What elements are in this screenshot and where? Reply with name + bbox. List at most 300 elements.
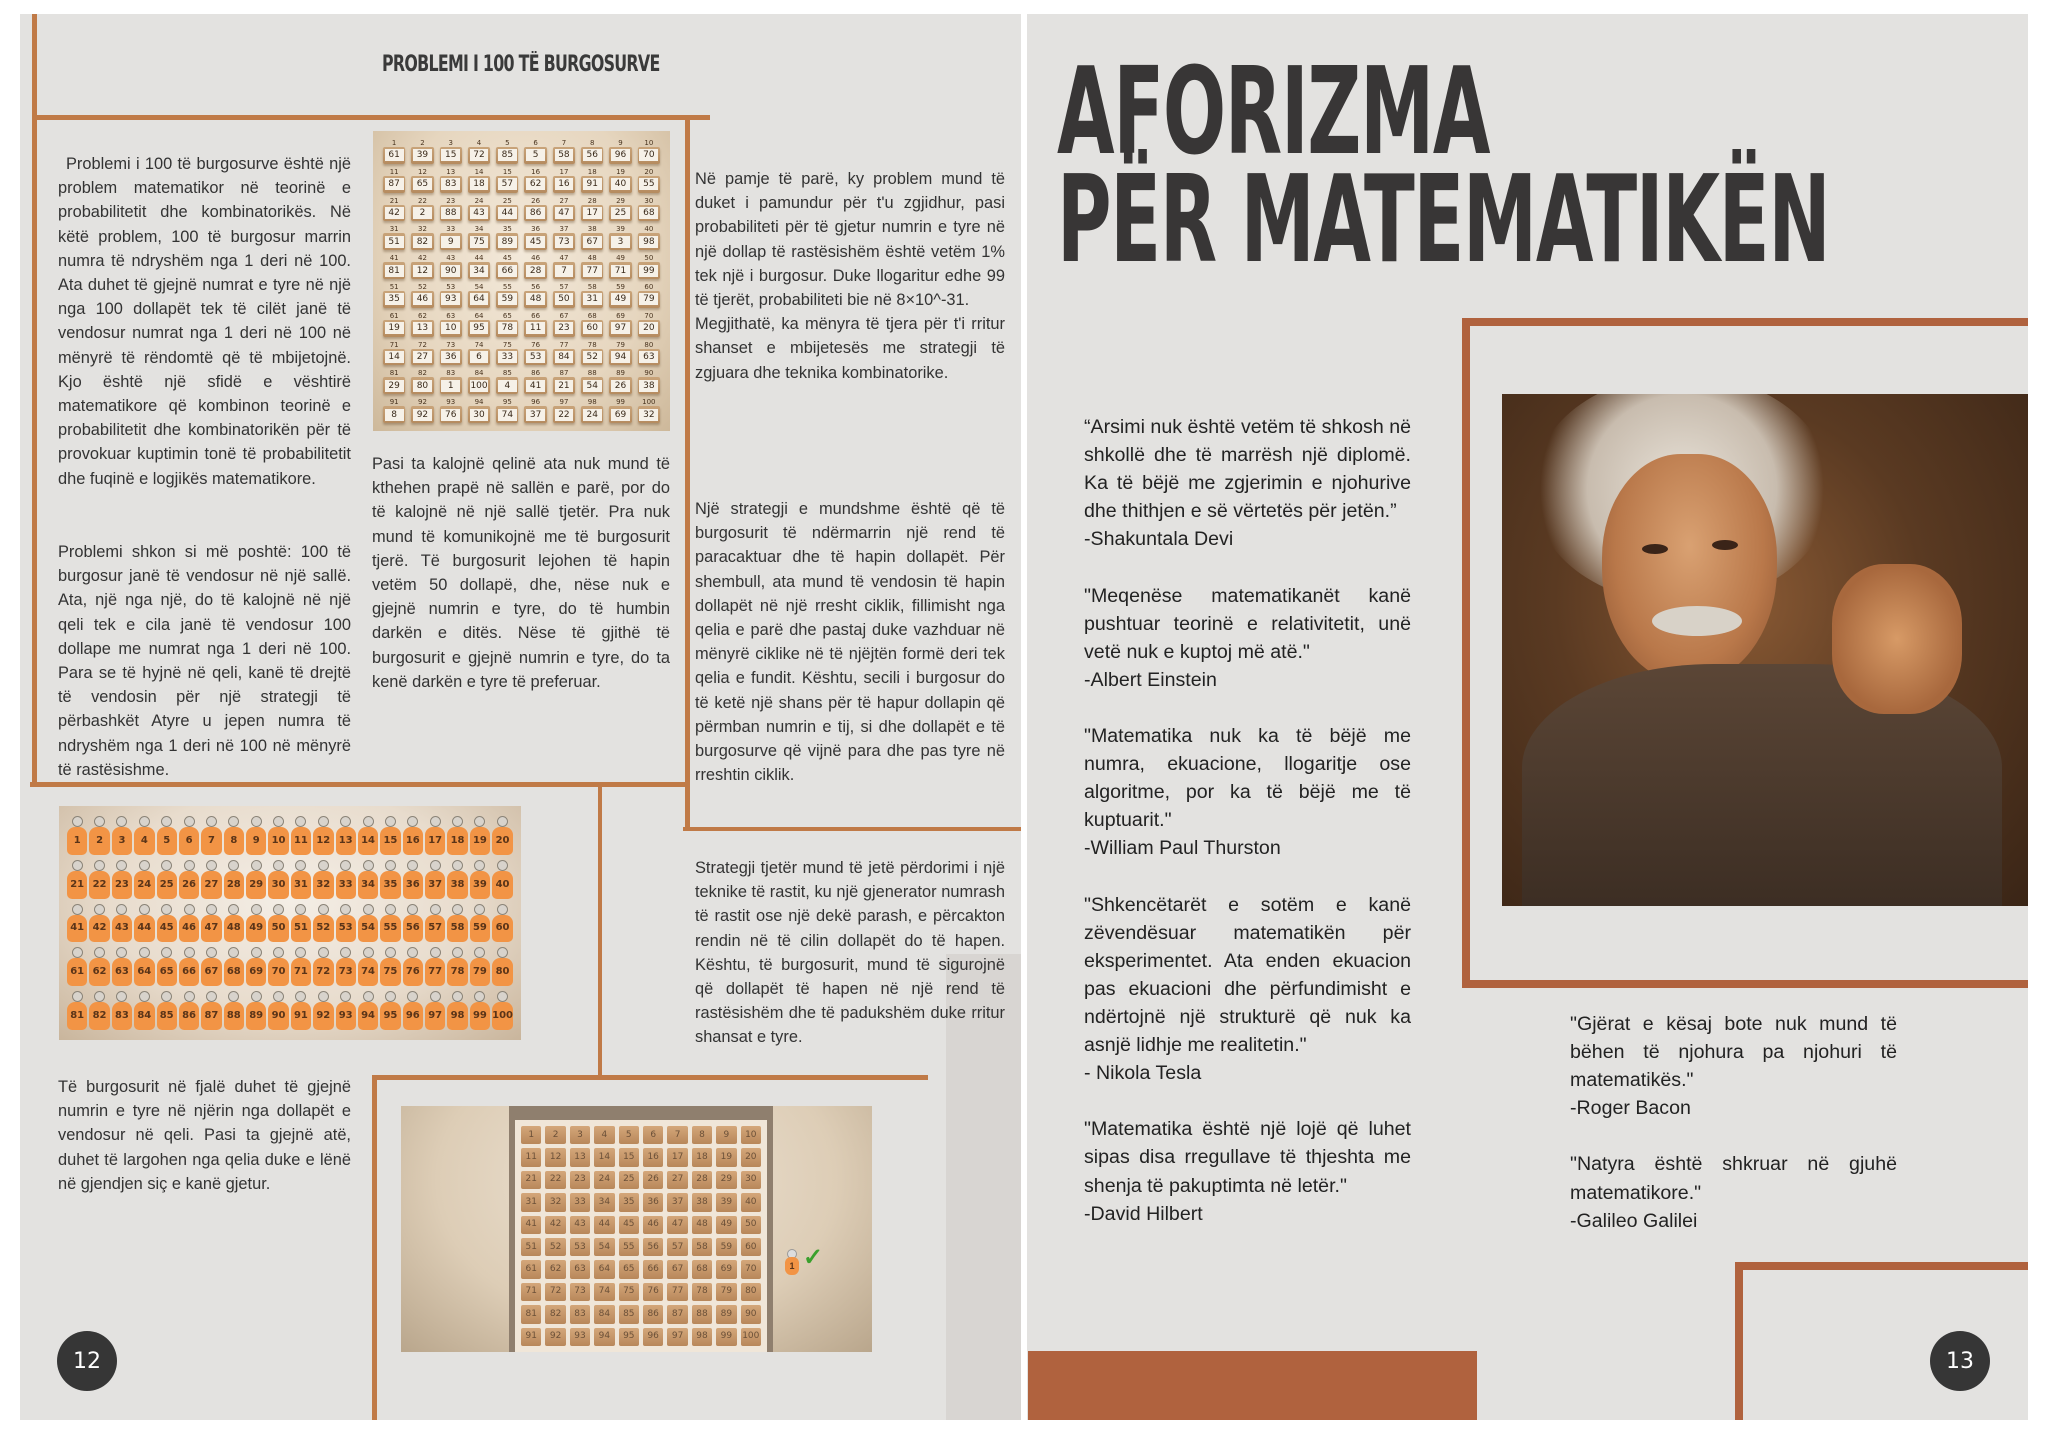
locker-slip-number: 86: [526, 207, 545, 219]
locker-number: 30: [644, 196, 654, 205]
locker-number: 36: [531, 225, 541, 234]
locker-number: 83: [446, 369, 456, 378]
prisoner-figure: [246, 816, 266, 855]
prisoner-head: [385, 904, 396, 915]
intro-text-column: [58, 152, 351, 491]
room-locker: [716, 1238, 736, 1256]
room-locker: [545, 1216, 565, 1234]
locker-number: 48: [587, 254, 597, 263]
prisoner-head: [430, 947, 441, 958]
locker-box: [609, 233, 631, 250]
room-locker: [667, 1171, 687, 1189]
locker-number: 86: [531, 369, 541, 378]
prisoner-body: [358, 871, 378, 899]
prisoner-body: [201, 827, 221, 855]
locker-slip-number: 80: [413, 380, 432, 392]
locker-slip-number: 6: [470, 351, 489, 363]
locker-number: 42: [417, 254, 427, 263]
locker-slip-number: 72: [470, 149, 489, 161]
prisoner-number: 23: [114, 878, 129, 890]
prisoner-head: [363, 991, 374, 1002]
locker-box: [496, 349, 518, 366]
room-locker-number: 36: [647, 1196, 659, 1207]
quote-text: "Natyra është shkruar në gjuhë matematikore.": [1570, 1153, 1897, 1204]
prisoner-figure: [157, 860, 177, 899]
room-locker-number: 29: [720, 1174, 733, 1185]
prisoner-number: 45: [159, 922, 174, 934]
prisoner-number: 35: [383, 878, 398, 890]
prisoner-figure: [336, 904, 356, 943]
locker-number: 43: [446, 254, 456, 263]
right-middle-text-column: [695, 497, 1005, 787]
locker-box: [609, 320, 631, 337]
prisoner-figure-body: 1: [785, 1257, 799, 1275]
locker-box: [638, 320, 660, 337]
prisoner-number: 17: [428, 834, 443, 846]
prisoner-figure: [224, 816, 244, 855]
room-locker-number: 48: [696, 1219, 708, 1230]
locker-slip-number: 8: [385, 409, 404, 421]
locker-slip-number: 4: [498, 380, 517, 392]
locker-slip-number: 16: [555, 178, 574, 190]
prisoner-head: [273, 860, 284, 871]
locker-slip-number: 2: [413, 207, 432, 219]
locker-box: [553, 176, 575, 193]
room-locker-number: 62: [549, 1264, 562, 1275]
locker-box: [383, 233, 405, 250]
prisoner-head: [228, 904, 239, 915]
prisoner-number: 76: [405, 966, 420, 978]
room-locker: [619, 1216, 639, 1234]
room-locker-number: 74: [598, 1286, 611, 1297]
room-locker: [545, 1193, 565, 1211]
prisoner-number: 39: [472, 878, 487, 890]
room-locker-number: 92: [549, 1331, 562, 1342]
locker-box: [411, 147, 433, 164]
quote-author: -Albert Einstein: [1084, 668, 1217, 691]
room-locker-number: 68: [696, 1264, 708, 1275]
room-locker-number: 18: [696, 1152, 708, 1163]
room-locker: [716, 1148, 736, 1166]
locker-box: [383, 291, 405, 308]
prisoner-figure: [134, 816, 154, 855]
locker-box: [553, 147, 575, 164]
prisoner-head: [206, 947, 217, 958]
prisoner-figure: [403, 860, 423, 899]
right-bottom-paragraph: Strategji tjetër mund të jetë përdorimi i një teknike të rastit, ku një gjenerator numrash të rastit ose një dekë parash, e përcakton rendin në të cilin dollapët do të hapen. Kështu, të burgosurit, mund të sigurojnë që dollapët të hapen në një rend të rastësishëm dhe të padukshëm duke rritur shansat e tyre.: [695, 859, 1005, 1047]
prisoner-figure: [336, 860, 356, 899]
prisoner-number: 81: [70, 1010, 85, 1022]
room-locker: [570, 1148, 590, 1166]
room-locker-number: 7: [674, 1129, 681, 1140]
prisoner-head: [407, 816, 418, 827]
prisoner-number: 90: [271, 1010, 286, 1022]
locker-slip-number: 15: [441, 149, 460, 161]
prisoner-body: [470, 827, 490, 855]
prisoner-head: [474, 816, 485, 827]
room-locker-number: 41: [525, 1219, 537, 1230]
locker-number: 49: [616, 254, 625, 263]
room-locker-number: 21: [525, 1174, 537, 1185]
prisoner-figure: [224, 904, 244, 943]
locker-number: 89: [616, 369, 625, 378]
prisoner-number: 97: [428, 1010, 443, 1022]
room-locker: [692, 1216, 712, 1234]
locker: [440, 168, 462, 193]
locker-box: [496, 205, 518, 222]
portrait-eye-left: [1642, 544, 1668, 554]
locker-box: [553, 349, 575, 366]
room-locker-number: 37: [671, 1196, 684, 1207]
page-number-right: 13: [1930, 1331, 1990, 1391]
locker-box: [524, 349, 546, 366]
prisoner-body: [157, 871, 177, 899]
locker-box: [524, 233, 546, 250]
locker: [440, 139, 462, 164]
prisoner-number: 43: [114, 922, 129, 934]
locker: [553, 341, 575, 366]
room-locker: [570, 1171, 590, 1189]
room-locker: [521, 1305, 541, 1323]
prisoner-head: [407, 904, 418, 915]
locker-grid: [383, 139, 660, 423]
locker: [553, 225, 575, 250]
prisoner-head: [72, 991, 83, 1002]
prisoner-head: [72, 860, 83, 871]
locker: [609, 225, 631, 250]
locker-number: 52: [417, 282, 427, 291]
quote-author: -David Hilbert: [1084, 1202, 1203, 1225]
locker-box: [411, 406, 433, 423]
prisoner-number: 70: [271, 966, 286, 978]
locker-slip-number: 50: [555, 293, 574, 305]
locker: [553, 197, 575, 222]
prisoner-head: [184, 904, 195, 915]
prisoner-number: 50: [271, 922, 286, 934]
locker-slip-number: 91: [583, 178, 602, 190]
locker-slip-number: 84: [555, 351, 574, 363]
locker-slip-number: 9: [441, 236, 460, 248]
prisoner-grid: [67, 816, 513, 1030]
room-locker-number: 97: [671, 1331, 684, 1342]
prisoner-number: 64: [137, 966, 152, 978]
prisoner-number: 61: [70, 966, 85, 978]
prisoner-figure: [179, 904, 199, 943]
room-locker-number: 4: [601, 1129, 608, 1140]
locker: [440, 369, 462, 394]
prisoner-number: 53: [338, 922, 353, 934]
locker: [609, 254, 631, 279]
room-locker-number: 53: [574, 1241, 586, 1252]
locker-box: [468, 176, 490, 193]
prisoner-head: [94, 991, 105, 1002]
locker-box: [638, 262, 660, 279]
locker-box: [609, 205, 631, 222]
room-with-lockers-image: [401, 1106, 872, 1352]
room-locker-number: 79: [720, 1286, 733, 1297]
check-mark-icon: ✓: [803, 1244, 824, 1271]
quote-text: "Matematika është një lojë që luhet sipas disa rregullave të thjeshta me shenja të pakuptimta në letër.": [1084, 1118, 1411, 1197]
locker-number: 93: [446, 398, 456, 407]
prisoner-figure: [89, 816, 109, 855]
room-locker: [521, 1148, 541, 1166]
room-locker: [521, 1260, 541, 1278]
locker: [638, 283, 660, 308]
room-locker: [521, 1328, 541, 1346]
locker-number: 37: [559, 225, 569, 234]
prisoner-figure: [291, 860, 311, 899]
room-locker: [619, 1305, 639, 1323]
locker-box: [440, 205, 462, 222]
prisoner-figure: [291, 816, 311, 855]
locker-box: [609, 176, 631, 193]
prisoner-body: [336, 827, 356, 855]
room-locker-number: 99: [720, 1331, 733, 1342]
locker-slip-number: 31: [583, 293, 602, 305]
prisoner-number: 29: [249, 878, 264, 890]
locker: [411, 398, 433, 423]
locker: [383, 312, 405, 337]
locker-slip-number: 62: [526, 178, 545, 190]
locker: [638, 398, 660, 423]
room-locker: [692, 1148, 712, 1166]
locker-number: 60: [644, 282, 654, 291]
page-number-left: 12: [57, 1331, 117, 1391]
locker: [496, 225, 518, 250]
locker-box: [609, 406, 631, 423]
room-locker-number: 90: [745, 1308, 757, 1319]
locker-slip-number: 40: [611, 178, 630, 190]
prisoner-figure: [313, 904, 333, 943]
room-locker-number: 14: [598, 1152, 611, 1163]
locker-slip-number: 22: [555, 409, 574, 421]
prisoner-figure: [201, 816, 221, 855]
locker-slip-number: 83: [441, 178, 460, 190]
prisoner-number: 75: [383, 966, 398, 978]
room-locker-number: 83: [574, 1308, 586, 1319]
prisoner-head: [184, 991, 195, 1002]
prisoner-body: [224, 915, 244, 943]
locker-slip-number: 66: [498, 265, 517, 277]
prisoner-number: 25: [159, 878, 174, 890]
prisoner-number: 3: [118, 834, 126, 846]
room-locker-number: 76: [647, 1286, 659, 1297]
room-locker-number: 51: [525, 1241, 537, 1252]
prisoner-body: [403, 1002, 423, 1030]
prisoner-number: 31: [293, 878, 308, 890]
room-locker: [716, 1126, 736, 1144]
room-locker-number: 57: [671, 1241, 684, 1252]
prisoner-body: [291, 915, 311, 943]
prisoner-number: 80: [495, 966, 510, 978]
room-locker-number: 33: [574, 1196, 586, 1207]
locker-slip-number: 60: [583, 322, 602, 334]
locker-number: 98: [587, 398, 597, 407]
prisoner-figure: [425, 904, 445, 943]
locker-box: [581, 176, 603, 193]
prisoner-head: [161, 904, 172, 915]
frame-line-box-right: [685, 120, 690, 830]
prisoner-head: [139, 816, 150, 827]
room-locker-number: 16: [647, 1152, 659, 1163]
left-page: [20, 14, 1021, 1420]
frame-line-left-vertical: [32, 14, 37, 787]
prisoner-figure: [67, 991, 87, 1030]
page-title: [1057, 43, 1830, 290]
prisoner-head: [94, 816, 105, 827]
room-locker: [521, 1171, 541, 1189]
locker: [524, 312, 546, 337]
locker-slip-number: 63: [639, 351, 658, 363]
prisoner-figure: [470, 816, 490, 855]
prisoner-body: [358, 1002, 378, 1030]
intro-paragraph-1: Problemi i 100 të burgosurve është një problem matematikor në teorinë e probabilitetit dhe kombinatorikës. Në këtë problem, 100 të burgosur marrin numra të ndryshëm nga 1 deri në 100. Ata duhet të gjejnë numrat e tyre në një nga 100 dollapët tek të cilët janë të vendosur numrat nga 1 deri në 100 në mënyrë të rëndomtë që të mbijetojnë. Kjo është një sfidë e vështirë matematikore që kombinon teorinë e probabilitetit dhe kombinatorikën për të provokuar kuptimin tonë të probabilitetit dhe fuqinë e logjikës matematikore.: [58, 155, 351, 488]
locker: [468, 254, 490, 279]
prisoner-body: [425, 871, 445, 899]
locker: [609, 341, 631, 366]
prisoner-head: [318, 860, 329, 871]
locker-box: [638, 291, 660, 308]
prisoner-number: 84: [137, 1010, 152, 1022]
prisoner-head: [139, 991, 150, 1002]
prisoner-number: 77: [428, 966, 443, 978]
prisoner-head: [430, 816, 441, 827]
locker-number: 39: [616, 225, 625, 234]
locker-number: 87: [559, 369, 569, 378]
locker-number: 90: [644, 369, 654, 378]
prisoner-number: 62: [92, 966, 107, 978]
room-locker: [619, 1148, 639, 1166]
prisoner-body: [268, 827, 288, 855]
locker-number: 26: [531, 196, 541, 205]
locker: [496, 341, 518, 366]
quote-text: "Gjërat e kësaj bote nuk mund të bëhen të njohura pa njohuri të matematikës.": [1570, 1013, 1897, 1092]
locker: [581, 283, 603, 308]
prisoner-body: [201, 871, 221, 899]
prisoner-figure: [89, 904, 109, 943]
quotes-column-left: [1084, 413, 1411, 1228]
locker: [524, 283, 546, 308]
prisoner-head: [116, 816, 127, 827]
prisoner-figure: [313, 816, 333, 855]
locker-slip-number: 34: [470, 265, 489, 277]
locker-number: 7: [561, 139, 567, 147]
locker-box: [496, 233, 518, 250]
locker: [638, 369, 660, 394]
prisoner-number: 38: [450, 878, 465, 890]
room-locker: [594, 1238, 614, 1256]
room-locker: [594, 1328, 614, 1346]
bottom-left-paragraph: Të burgosurit në fjalë duhet të gjejnë numrin e tyre në njërin nga dollapët e vendosur në qeli. Pasi ta gjejnë atë, duhet të largohen nga qelia duke e lënë në gjendjen siç e kanë gjetur.: [58, 1078, 351, 1193]
room-locker: [741, 1283, 761, 1301]
prisoner-figure: [201, 904, 221, 943]
room-locker: [594, 1305, 614, 1323]
prisoner-head: [273, 947, 284, 958]
room-locker: [619, 1126, 639, 1144]
prisoner-body: [470, 915, 490, 943]
locker-slip-number: 49: [611, 293, 630, 305]
locker-number: 74: [474, 340, 484, 349]
locker-number: 53: [446, 282, 456, 291]
locker-box: [638, 406, 660, 423]
locker-slip-number: 78: [498, 322, 517, 334]
prisoner-head: [318, 991, 329, 1002]
room-locker: [741, 1126, 761, 1144]
room-locker-number: 70: [745, 1264, 757, 1275]
prisoner-number: 37: [428, 878, 443, 890]
locker-number: 47: [559, 254, 569, 263]
prisoner-body: [403, 958, 423, 986]
locker-number: 88: [587, 369, 597, 378]
prisoner-body: [134, 827, 154, 855]
room-locker: [667, 1193, 687, 1211]
page-title-line-1: AFORIZMA: [1057, 43, 1490, 182]
prisoner-figure: [425, 860, 445, 899]
room-locker-number: 10: [745, 1129, 757, 1140]
room-locker: [692, 1193, 712, 1211]
locker-slip-number: 64: [470, 293, 489, 305]
prisoner-figure: [492, 991, 513, 1030]
room-locker: [594, 1193, 614, 1211]
room-locker-number: 98: [696, 1331, 708, 1342]
locker-slip-number: 46: [413, 293, 432, 305]
prisoner-figure: [492, 860, 513, 899]
quote-text: "Meqenëse matematikanët kanë pushtuar teorinë e relativitetit, unë vetë nuk e kuptoj më atë.": [1084, 584, 1411, 663]
locker-box: [553, 233, 575, 250]
locker-box: [609, 291, 631, 308]
room-locker: [521, 1193, 541, 1211]
room-locker-number: 75: [623, 1286, 635, 1297]
prisoner-head: [474, 904, 485, 915]
portrait-frame-top: [1462, 318, 2028, 326]
prisoner-figure: [224, 991, 244, 1030]
room-locker-number: 65: [623, 1264, 635, 1275]
locker: [468, 197, 490, 222]
locker: [383, 139, 405, 164]
locker: [581, 254, 603, 279]
locker-box: [524, 406, 546, 423]
room-locker-number: 86: [647, 1308, 659, 1319]
corner-frame-left: [1735, 1262, 1743, 1420]
locker-number: 56: [531, 282, 541, 291]
locker-box: [609, 349, 631, 366]
frame-line-box-bottom: [30, 782, 690, 787]
prisoner-head: [116, 991, 127, 1002]
locker: [468, 398, 490, 423]
prisoner-body: [112, 1002, 132, 1030]
locker-box: [383, 349, 405, 366]
prisoner-body: [112, 958, 132, 986]
prisoner-head: [340, 904, 351, 915]
prisoner-number: 20: [495, 834, 510, 846]
locker-number: 8: [590, 139, 595, 147]
prisoner-number: 57: [428, 922, 443, 934]
locker-number: 97: [559, 398, 569, 407]
room-locker-number: 56: [647, 1241, 659, 1252]
locker-box: [609, 147, 631, 164]
locker: [524, 341, 546, 366]
locker: [524, 139, 546, 164]
prisoner-body: [313, 1002, 333, 1030]
prisoner-head: [497, 860, 508, 871]
room-locker: [570, 1216, 590, 1234]
locker-slip-number: 21: [555, 380, 574, 392]
prisoner-body: [268, 1002, 288, 1030]
intro-paragraph-2: Problemi shkon si më poshtë: 100 të burgosur janë të vendosur në një sallë. Ata, një nga një, do të kalojnë në një qeli tek e cila janë të vendosur 100 dollape me numrat nga 1 deri në 100. Para se të hyjnë në qeli, kanë të drejtë të vendosin për një strategji të përbashkët Atyre u jepen numra të ndryshëm nga 1 deri në 100 në mënyrë të rastësishme.: [58, 543, 351, 779]
room-locker: [545, 1328, 565, 1346]
room-locker: [619, 1238, 639, 1256]
locker-number: 71: [389, 340, 399, 349]
